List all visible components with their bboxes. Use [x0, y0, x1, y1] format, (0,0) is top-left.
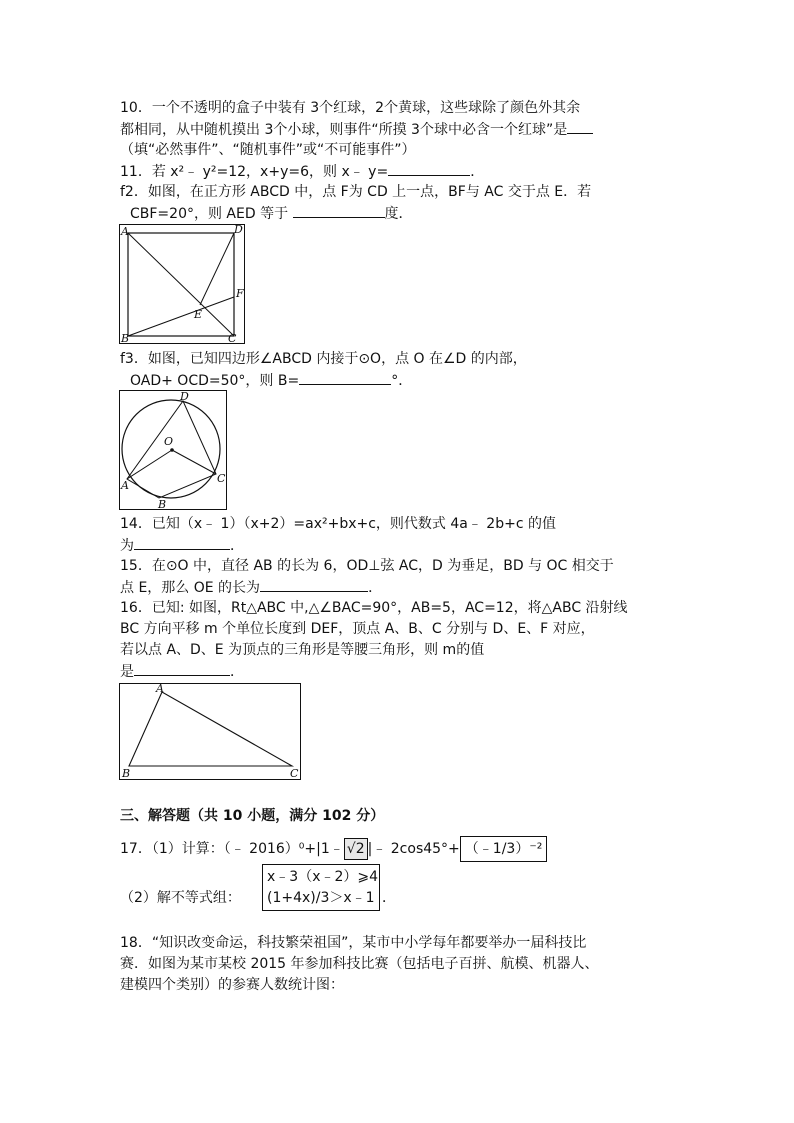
q15-line2: 点 E，那么 OE 的长为 ．: [120, 577, 382, 598]
q16-line4: 是 ．: [120, 661, 244, 682]
q10-line1: 10．一个不透明的盒子中装有 3个红球，2个黄球，这些球除了颜色外其余: [120, 100, 581, 116]
q10-line3: （填“必然事件”、“随机事件”或“不可能事件”）: [120, 142, 416, 158]
q16-answer-blank[interactable]: [134, 661, 230, 676]
q14-line2: 为 ．: [120, 535, 244, 556]
q17-part1: 17．（1）计算：（﹣ 2016）⁰+|1﹣ √2 |﹣ 2cos45°+ （﹣1/3）⁻²: [120, 836, 547, 862]
q17-inequality-system: [262, 864, 380, 911]
q14-answer-blank[interactable]: [134, 535, 230, 550]
q16-line1: 16．已知: 如图，Rt△ABC 中,△∠BAC=90°，AB=5，AC=12，将△ABC 沿射线: [120, 600, 628, 616]
q10-answer-blank[interactable]: [567, 119, 593, 134]
q18-line2: 赛．如图为某市某校 2015 年参加科技比赛（包括电子百拼、航模、机器人、: [120, 956, 599, 972]
q17-part2-label: （2）解不等式组：: [120, 890, 241, 906]
q16-triangle-figure: [119, 683, 301, 780]
q12-line2: CBF=20°，则 AED 等于 度．: [130, 203, 413, 224]
q13-label-a: A: [121, 479, 129, 492]
q18-line1: 18．“知识改变命运，科技繁荣祖国”，某市中小学每年都要举办一届科技比: [120, 935, 587, 951]
q15-answer-blank[interactable]: [260, 577, 368, 592]
section3-heading: 三、解答题（共 10 小题，满分 102 分）: [120, 808, 385, 824]
q13-circle-figure: [119, 390, 227, 510]
q17-end: ．: [382, 890, 396, 906]
q16-line3: 若以点 A、D、E 为顶点的三角形是等腰三角形，则 m的值: [120, 642, 485, 658]
q11-line: 11．若 x²﹣ y²=12，x+y=6，则 x﹣ y= ．: [120, 161, 484, 182]
q13-answer-blank[interactable]: [299, 370, 391, 385]
q12-label-f: F: [236, 287, 244, 300]
q12-label-a: A: [121, 225, 129, 238]
q13-label-b: B: [158, 498, 167, 509]
q13-label-o: O: [164, 435, 174, 448]
q11-answer-blank[interactable]: [388, 161, 470, 176]
q16-label-c: C: [290, 767, 299, 779]
q12-line1: f2．如图，在正方形 ABCD 中，点 F为 CD 上一点，BF与 AC 交于点 E．若: [120, 184, 592, 200]
q16-label-a: A: [156, 684, 164, 695]
q12-label-e: E: [194, 308, 203, 321]
q13-label-d: D: [180, 391, 189, 403]
q12-square-figure: [119, 224, 245, 344]
q13-label-c: C: [217, 472, 226, 485]
q13-line2: OAD+ OCD=50°，则 B= °．: [130, 370, 412, 391]
q16-line2: BC 方向平移 m 个单位长度到 DEF，顶点 A、B、C 分别与 D、E、F 对应，: [120, 621, 595, 637]
q17-sqrt-box: √2: [344, 838, 368, 860]
q17-fraction-box: （﹣1/3）⁻²: [460, 836, 548, 862]
q17-inequality-1: x﹣3（x﹣2）⩾4: [267, 869, 379, 885]
q13-line1: f3．如图，已知四边形∠ABCD 内接于⊙O，点 O 在∠D 的内部，: [120, 351, 527, 367]
q16-label-b: B: [122, 767, 131, 779]
q18-line3: 建模四个类别）的参赛人数统计图：: [120, 977, 344, 993]
q12-label-d: D: [234, 225, 243, 236]
q12-label-c: C: [228, 332, 237, 343]
q12-answer-blank[interactable]: [293, 203, 385, 218]
q14-line1: 14．已知（x﹣ 1）（x+2）=ax²+bx+c，则代数式 4a﹣ 2b+c 的值: [120, 516, 556, 532]
q10-line2: 都相同，从中随机摸出 3个小球，则事件“所摸 3个球中必含一个红球”是: [120, 119, 593, 140]
q17-inequality-2: (1+4x)/3＞x﹣1: [267, 887, 375, 908]
q12-label-b: B: [121, 332, 130, 343]
q15-line1: 15．在⊙O 中，直径 AB 的长为 6，OD⊥弦 AC，D 为垂足，BD 与 OC 相交于: [120, 558, 614, 574]
